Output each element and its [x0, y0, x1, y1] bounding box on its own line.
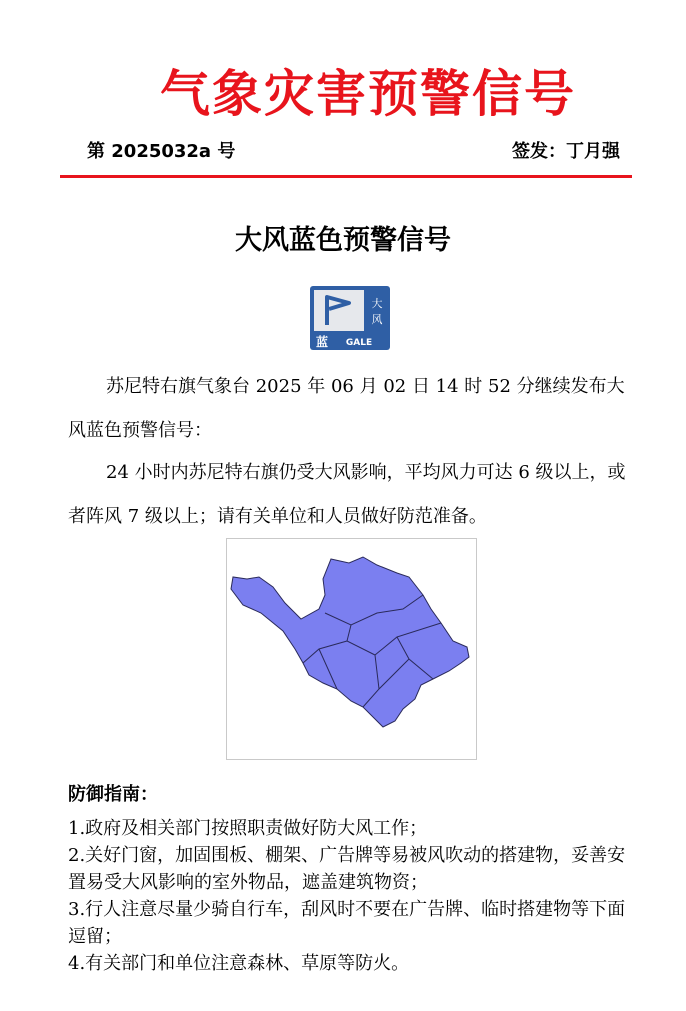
warning-title: 大风蓝色预警信号 — [235, 225, 451, 256]
warning-paragraph-2: 24 小时内苏尼特右旗仍受大风影响，平均风力可达 6 级以上，或者阵风 7 级以上；请有关单位和人员做好防范准备。 — [68, 462, 626, 527]
issue-number: 第 2025032a 号 — [87, 141, 236, 162]
warning-area-map — [226, 538, 477, 760]
icon-label-top: 大 — [371, 297, 383, 310]
guidance-list — [68, 815, 634, 977]
header-divider — [60, 175, 632, 178]
document-title: 气象灾害预警信号 — [160, 65, 576, 123]
signed-by: 签发：丁月强 — [512, 141, 620, 162]
region-map-graphic — [227, 539, 476, 759]
icon-color-label: 蓝 — [315, 335, 329, 349]
guidance-heading: 防御指南： — [68, 784, 158, 805]
warning-paragraph-1: 苏尼特右旗气象台 2025 年 06 月 02 日 14 时 52 分继续发布大风蓝色预警信号： — [68, 376, 625, 441]
guidance-item-1: 1.政府及相关部门按照职责做好防大风工作； — [68, 818, 428, 839]
guidance-item-4: 4.有关部门和单位注意森林、草原等防火。 — [68, 953, 410, 974]
icon-label-bottom: 风 — [371, 313, 383, 326]
guidance-item-2: 2.关好门窗，加固围板、棚架、广告牌等易被风吹动的搭建物，妥善安置易受大风影响的室外物品，遮盖建筑物资； — [68, 845, 626, 893]
icon-flag-panel — [314, 290, 364, 331]
guidance-item-3: 3.行人注意尽量少骑自行车，刮风时不要在广告牌、临时搭建物等下面逗留； — [68, 899, 626, 947]
icon-english-label: GALE — [345, 338, 373, 348]
gale-blue-warning-icon — [309, 285, 391, 351]
gale-icon-graphic — [309, 285, 391, 351]
